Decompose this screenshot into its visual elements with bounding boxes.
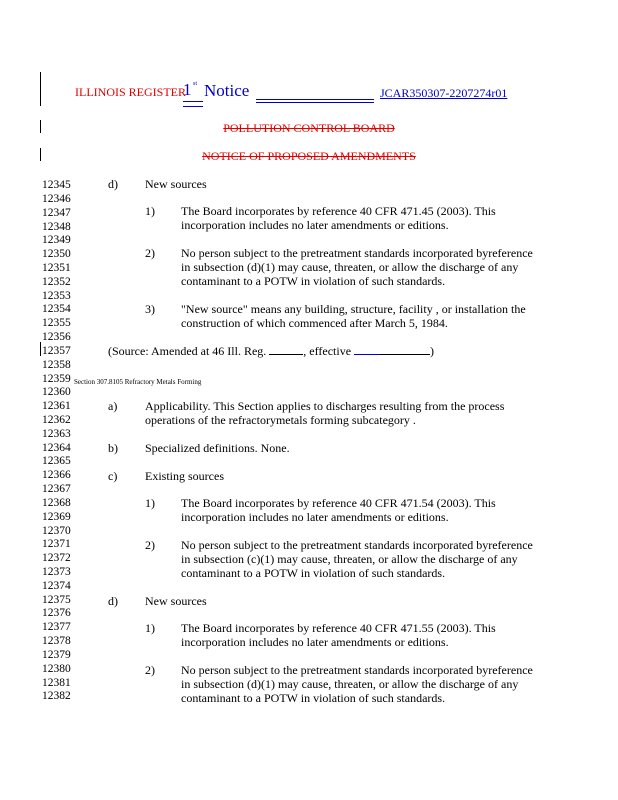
line-number: 12362	[42, 413, 71, 426]
list-label: 1)	[145, 621, 155, 635]
list-heading: New sources	[145, 177, 207, 191]
line-number: 12369	[42, 510, 71, 523]
line-number: 12365	[42, 455, 71, 468]
line-number: 12361	[42, 400, 71, 413]
line-number: 12360	[42, 386, 71, 399]
paragraph-line: The Board incorporates by reference 40 CFR 471.45 (2003). This	[181, 204, 496, 218]
line-number: 12345	[42, 179, 71, 191]
list-label: 2)	[145, 663, 155, 677]
paragraph-line: incorporation includes no later amendments or editions.	[181, 510, 449, 524]
line-number: 12351	[42, 261, 71, 274]
line-number: 12356	[42, 331, 71, 343]
paragraph-line: contaminant to a POTW in violation of such standards.	[181, 691, 446, 705]
line-number: 12364	[42, 441, 71, 454]
change-bar	[40, 72, 41, 106]
paragraph-line: No person subject to the pretreatment standards incorporated byreference	[181, 246, 533, 260]
line-number: 12358	[42, 358, 71, 371]
source-prefix: (Source: Amended at 46 Ill. Reg.	[108, 344, 270, 358]
paragraph-line: The Board incorporates by reference 40 CFR 471.54 (2003). This	[181, 496, 496, 510]
header-underline	[183, 106, 203, 107]
paragraph-line: Specialized definitions. None.	[145, 441, 290, 455]
line-number: 12382	[42, 690, 71, 703]
line-number: 12359	[42, 372, 71, 385]
header-underline	[256, 102, 374, 103]
paragraph-line: Applicability. This Section applies to discharges resulting from the process	[145, 399, 505, 413]
list-heading: Existing sources	[145, 469, 224, 483]
section-heading: Section 307.8105 Refractory Metals Forming	[74, 378, 202, 386]
register-title: ILLINOIS REGISTER	[75, 85, 186, 99]
list-label: b)	[108, 441, 118, 455]
line-number: 12381	[42, 676, 71, 689]
line-number: 12349	[42, 234, 71, 247]
source-mid: , effective	[303, 344, 355, 358]
paragraph-line: in subsection (c)(1) may cause, threaten, or allow the discharge of any	[181, 552, 518, 566]
list-label: a)	[108, 399, 118, 413]
line-number: 12372	[42, 552, 71, 565]
paragraph-line: construction of which commenced after March 5, 1984.	[181, 316, 448, 330]
register-number-suffix: st	[193, 81, 198, 87]
line-number: 12348	[42, 220, 71, 233]
blank-line	[380, 344, 430, 355]
list-label: 2)	[145, 246, 155, 260]
notice-label: Notice	[204, 81, 250, 100]
list-label: d)	[108, 177, 118, 191]
source-note	[108, 344, 434, 358]
line-number: 12378	[42, 635, 71, 648]
line-number: 12355	[42, 317, 71, 330]
line-number: 12370	[42, 524, 71, 537]
paragraph-line: The Board incorporates by reference 40 CFR 471.55 (2003). This	[181, 621, 496, 635]
paragraph-line: in subsection (d)(1) may cause, threaten, or allow the discharge of any	[181, 677, 519, 691]
line-number: 12354	[42, 303, 71, 316]
line-number: 12373	[42, 566, 71, 578]
line-number: 12376	[42, 607, 71, 620]
line-number: 12377	[42, 621, 71, 634]
list-label: 1)	[145, 496, 155, 510]
list-label: 1)	[145, 204, 155, 218]
line-number: 12366	[42, 469, 71, 482]
blank-line	[354, 344, 380, 355]
line-number: 12367	[42, 483, 71, 495]
line-number: 12368	[42, 496, 71, 509]
header-underline	[256, 99, 374, 100]
line-number: 12379	[42, 648, 71, 661]
line-number: 12380	[42, 662, 71, 675]
paragraph-line: incorporation includes no later amendments or editions.	[181, 218, 449, 232]
paragraph-line: in subsection (d)(1) may cause, threaten, or allow the discharge of any	[181, 260, 519, 274]
paragraph-line: incorporation includes no later amendments or editions.	[181, 635, 449, 649]
list-label: 3)	[145, 302, 155, 316]
list-label: c)	[108, 469, 118, 483]
line-number: 12363	[42, 427, 71, 440]
paragraph-line: operations of the refractorymetals forming subcategory .	[145, 413, 416, 427]
line-number: 12357	[42, 344, 71, 357]
board-title: POLLUTION CONTROL BOARD	[223, 121, 395, 135]
line-number: 12352	[42, 275, 71, 288]
paragraph-line: contaminant to a POTW in violation of such standards.	[181, 566, 446, 580]
paragraph-line: contaminant to a POTW in violation of such standards.	[181, 274, 446, 288]
list-heading: New sources	[145, 594, 207, 608]
line-number: 12371	[42, 538, 71, 551]
paragraph-line: No person subject to the pretreatment standards incorporated byreference	[181, 538, 533, 552]
header-underline	[183, 101, 203, 102]
line-number: 12347	[42, 206, 71, 219]
register-number: 1	[183, 80, 192, 99]
jcar-code: JCAR350307-2207274r01	[380, 86, 508, 100]
line-number: 12374	[42, 579, 71, 592]
line-number: 12353	[42, 289, 71, 302]
notice-title: NOTICE OF PROPOSED AMENDMENTS	[202, 149, 416, 163]
line-number: 12346	[42, 192, 71, 205]
line-number: 12350	[42, 248, 71, 261]
change-bar	[40, 342, 41, 356]
source-end: )	[430, 344, 435, 358]
blank-line	[269, 344, 303, 355]
paragraph-line: "New source" means any building, structure, facility , or installation the	[181, 302, 526, 316]
list-label: 2)	[145, 538, 155, 552]
paragraph-line: No person subject to the pretreatment standards incorporated byreference	[181, 663, 533, 677]
list-label: d)	[108, 594, 118, 608]
line-number: 12375	[42, 593, 71, 606]
